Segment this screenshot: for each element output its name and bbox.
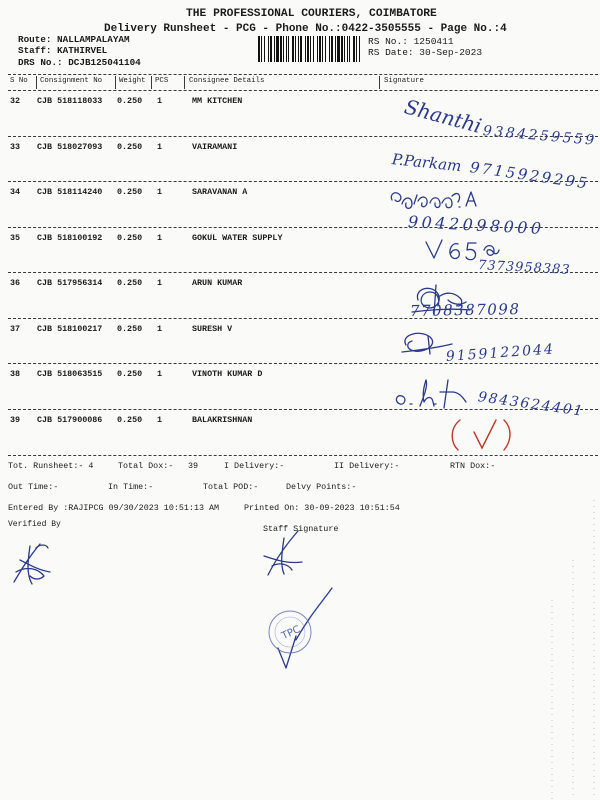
barcode-bar — [286, 36, 287, 62]
row-consignment-no: CJB 518100192 — [37, 233, 103, 243]
barcode-bar — [264, 36, 265, 62]
staff: Staff: KATHIRVEL — [18, 45, 108, 56]
rtn-dox: RTN Dox:- — [450, 461, 496, 471]
col-header-pcs: PCS — [155, 77, 169, 85]
barcode-bar — [344, 36, 345, 62]
barcode-bar — [337, 36, 340, 62]
handwritten-phone: 9384259559 — [482, 123, 598, 149]
handwritten-phone: 7373958383 — [477, 258, 571, 278]
row-sno: 37 — [10, 324, 21, 334]
barcode-bar — [341, 36, 343, 62]
barcode-bar — [280, 36, 282, 62]
barcode-bar — [353, 36, 355, 62]
drs-number: DRS No.: DCJB125041104 — [18, 57, 141, 68]
handwritten-phone: 9042098000 — [407, 212, 546, 239]
row-consignee: SARAVANAN A — [192, 187, 248, 197]
row-consignment-no: CJB 518100217 — [37, 324, 103, 334]
barcode-bar — [310, 36, 311, 62]
row-pcs: 1 — [157, 278, 163, 288]
barcode-bar — [305, 36, 306, 62]
barcode-bar — [274, 36, 275, 62]
handwritten-phone: 9715929295 — [468, 158, 591, 193]
staff-signature — [264, 531, 302, 575]
row-consignment-no: CJB 517956314 — [37, 278, 103, 288]
barcode-bar — [359, 36, 360, 62]
col-divider — [184, 76, 185, 89]
row-sno: 38 — [10, 369, 21, 379]
stamp-strokes — [278, 588, 332, 668]
verified-by-signature — [14, 544, 50, 584]
delivery-points: Delvy Points:- — [286, 482, 357, 492]
barcode-bar — [283, 36, 284, 62]
row-pcs: 1 — [157, 415, 163, 425]
barcode-bar — [268, 36, 269, 62]
total-pod: Total POD:- — [203, 482, 259, 492]
barcode-bar — [329, 36, 330, 62]
barcode-bar — [298, 36, 299, 62]
rs-number: RS No.: 1250411 — [368, 36, 454, 47]
row-pcs: 1 — [157, 324, 163, 334]
col-header-consignee: Consignee Details — [189, 77, 265, 85]
staff-signature-label: Staff Signature — [263, 524, 339, 534]
handwritten-name: P.Parkam — [391, 150, 463, 176]
col-header-sno: S No — [10, 77, 28, 85]
barcode-bar — [300, 36, 302, 62]
row-weight: 0.250 — [117, 187, 143, 197]
tpc-stamp — [269, 611, 311, 653]
row-weight: 0.250 — [117, 142, 143, 152]
col-header-weight: Weight — [119, 77, 146, 85]
row-weight: 0.250 — [117, 369, 143, 379]
row-pcs: 1 — [157, 142, 163, 152]
barcode-bar — [325, 36, 326, 62]
stamp-text: TPC — [280, 624, 303, 643]
row-weight: 0.250 — [117, 324, 143, 334]
out-time: Out Time:- — [8, 482, 59, 492]
row-consignment-no: CJB 518114240 — [37, 187, 103, 197]
in-time: In Time:- — [108, 482, 154, 492]
col-header-consignment: Consignment No — [40, 77, 103, 85]
row-sno: 39 — [10, 415, 21, 425]
row-consignee: BALAKRISHNAN — [192, 415, 253, 425]
barcode-bar — [331, 36, 333, 62]
handwritten-phone: 7708387098 — [409, 300, 521, 320]
table-bottom-rule — [8, 455, 598, 456]
row-consignee: VAIRAMANI — [192, 142, 238, 152]
barcode-bar — [322, 36, 323, 62]
row-sno: 33 — [10, 142, 21, 152]
row-weight: 0.250 — [117, 96, 143, 106]
row-consignee: GOKUL WATER SUPPLY — [192, 233, 283, 243]
total-dox-value: 39 — [188, 461, 199, 471]
barcode-bar — [313, 36, 314, 62]
verified-by-label: Verified By — [8, 520, 61, 529]
barcode-bar — [335, 36, 336, 62]
barcode-bar — [319, 36, 321, 62]
table-row — [0, 409, 600, 454]
row-consignee: SURESH V — [192, 324, 233, 334]
company-name: THE PROFESSIONAL COURIERS, COIMBATORE — [186, 8, 437, 20]
barcode-bar — [317, 36, 318, 62]
handwritten-phone: 9159122044 — [445, 341, 556, 365]
barcode-bar — [292, 36, 294, 62]
table-top-rule — [8, 74, 598, 75]
barcode-bar — [261, 36, 262, 62]
col-divider — [379, 76, 380, 89]
barcode-bar — [276, 36, 279, 62]
barcode-bar — [356, 36, 357, 62]
barcode-bar — [295, 36, 296, 62]
runsheet-title: Delivery Runsheet - PCG - Phone No.:0422-3505555 - Page No.:4 — [104, 23, 507, 35]
barcode-bar — [347, 36, 348, 62]
scan-noise — [552, 500, 594, 800]
row-consignee: VINOTH KUMAR D — [192, 369, 263, 379]
barcode-bar — [288, 36, 289, 62]
row-sno: 35 — [10, 233, 21, 243]
col-divider — [115, 76, 116, 89]
handwritten-phone: 9843624401 — [476, 389, 586, 420]
second-delivery: II Delivery:- — [334, 461, 400, 471]
row-consignment-no: CJB 517900086 — [37, 415, 103, 425]
row-consignment-no: CJB 518063515 — [37, 369, 103, 379]
entered-by: Entered By :RAJIPCG 09/30/2023 10:51:13 AM — [8, 503, 220, 513]
row-consignment-no: CJB 518118033 — [37, 96, 103, 106]
col-header-signature: Signature — [384, 77, 424, 85]
barcode — [258, 36, 360, 62]
total-runsheet: Tot. Runsheet:- 4 — [8, 461, 94, 471]
row-consignee: ARUN KUMAR — [192, 278, 243, 288]
row-pcs: 1 — [157, 233, 163, 243]
row-pcs: 1 — [157, 369, 163, 379]
barcode-bar — [307, 36, 309, 62]
col-divider — [36, 76, 37, 89]
row-sno: 36 — [10, 278, 21, 288]
barcode-bar — [349, 36, 350, 62]
handwritten-name: Shanthi — [401, 94, 485, 138]
row-pcs: 1 — [157, 96, 163, 106]
col-divider — [151, 76, 152, 89]
barcode-bar — [258, 36, 260, 62]
printed-on: Printed On: 30-09-2023 10:51:54 — [244, 503, 400, 513]
row-sno: 34 — [10, 187, 21, 197]
row-weight: 0.250 — [117, 233, 143, 243]
route: Route: NALLAMPALAYAM — [18, 34, 130, 45]
row-weight: 0.250 — [117, 415, 143, 425]
row-pcs: 1 — [157, 187, 163, 197]
row-consignee: MM KITCHEN — [192, 96, 243, 106]
total-dox-label: Total Dox:- — [118, 461, 174, 471]
row-sno: 32 — [10, 96, 21, 106]
first-delivery: I Delivery:- — [224, 461, 285, 471]
row-weight: 0.250 — [117, 278, 143, 288]
row-consignment-no: CJB 518027093 — [37, 142, 103, 152]
barcode-bar — [270, 36, 272, 62]
rs-date: RS Date: 30-Sep-2023 — [368, 47, 483, 58]
